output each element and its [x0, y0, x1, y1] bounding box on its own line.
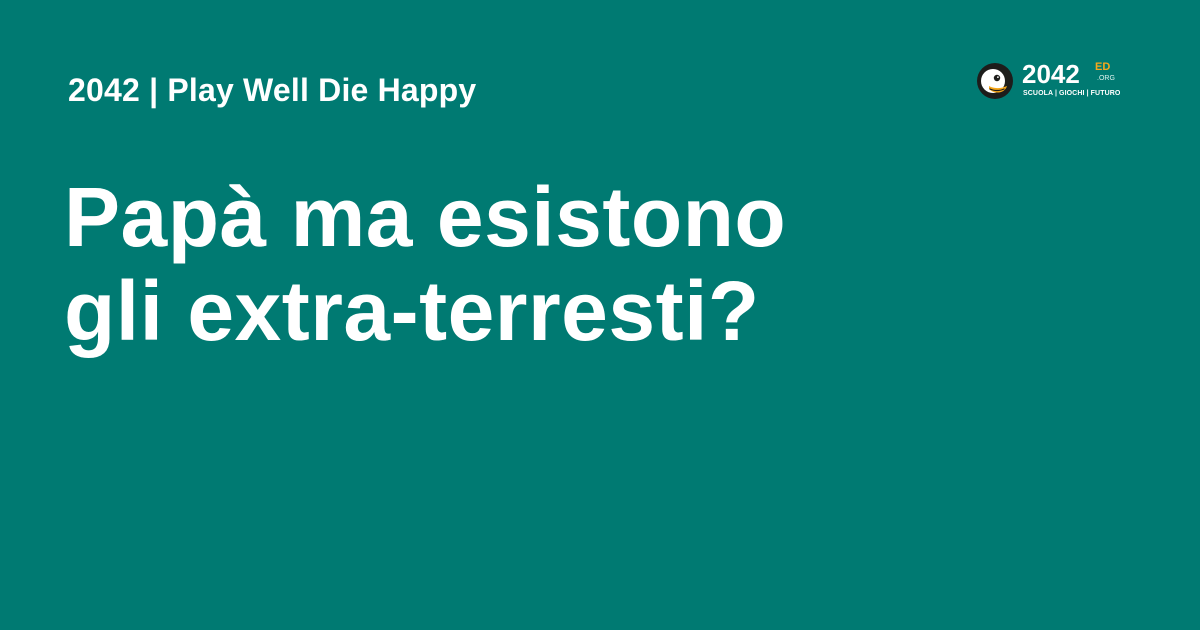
- logo-ed: ED: [1095, 61, 1111, 73]
- title-line-2: gli extra-terresti?: [64, 264, 760, 358]
- brand-logo[interactable]: [976, 59, 1121, 100]
- logo-org: .ORG: [1097, 75, 1115, 82]
- site-kicker: 2042 | Play Well Die Happy: [68, 72, 477, 108]
- logo-tagline: SCUOLA | GIOCHI | FUTURO: [1023, 90, 1121, 97]
- page-title: [64, 170, 786, 358]
- title-line-1: Papà ma esistono: [64, 170, 787, 264]
- logo-number: 2042: [1022, 59, 1080, 89]
- mascot-logo-icon: [976, 62, 1014, 100]
